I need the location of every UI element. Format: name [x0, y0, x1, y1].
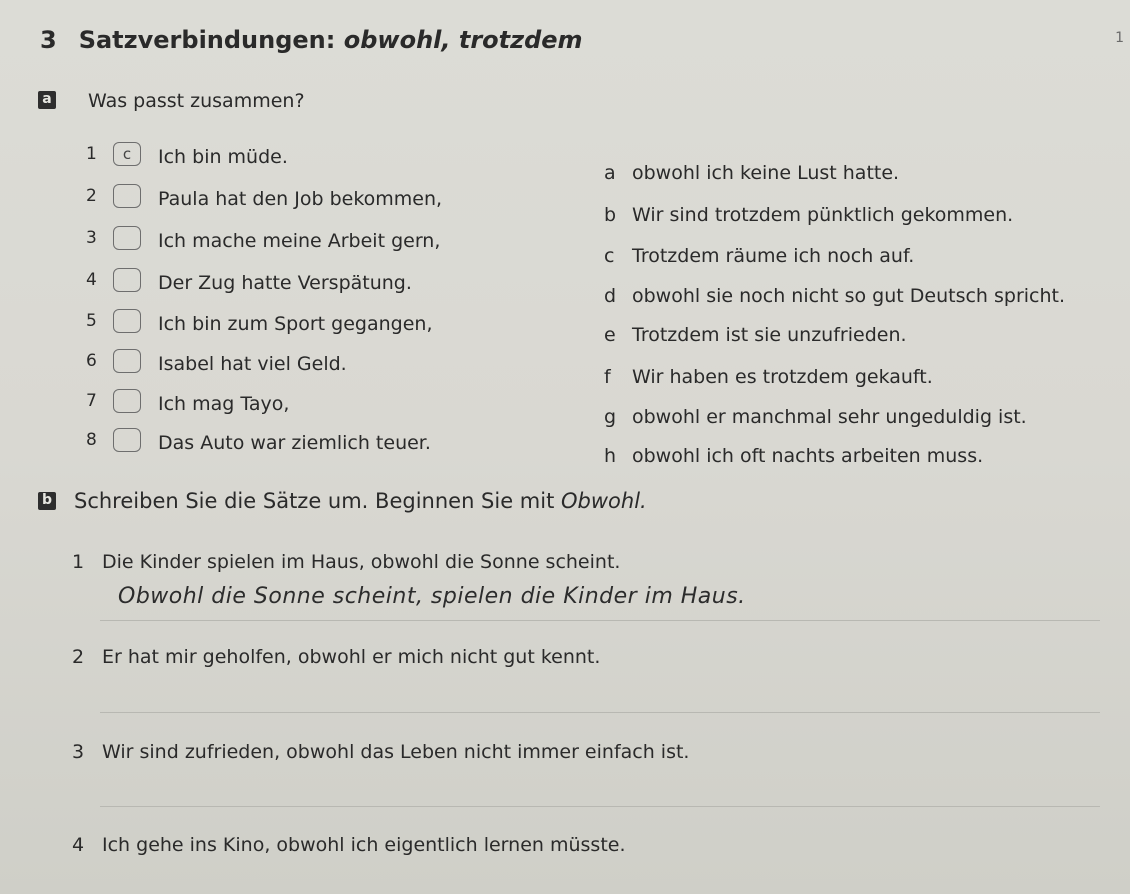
answer-box-7[interactable]	[113, 389, 141, 413]
answer-box-2[interactable]	[113, 184, 141, 208]
task-sentence	[72, 646, 600, 668]
right-item-letter: d	[604, 285, 617, 307]
task-sentence	[72, 551, 620, 573]
left-item-text: Das Auto war ziemlich teuer.	[158, 432, 431, 454]
task-sentence	[72, 834, 626, 856]
right-item-text: Trotzdem räume ich noch auf.	[632, 245, 915, 267]
part-b-instruction-emphasis: Obwohl.	[561, 489, 647, 513]
right-item-text: obwohl er manchmal sehr ungeduldig ist.	[632, 406, 1027, 428]
right-item-letter: h	[604, 445, 617, 467]
answer-box-1[interactable]: c	[113, 142, 141, 166]
task-number: 4	[72, 834, 85, 856]
section-title-prefix: Satzverbindungen:	[78, 26, 344, 54]
answer-line	[100, 620, 1100, 621]
left-item-text: Ich mag Tayo,	[158, 393, 290, 415]
left-item-number: 5	[86, 311, 97, 331]
right-item-letter: a	[604, 162, 616, 184]
answer-line[interactable]	[100, 806, 1100, 807]
right-item	[604, 324, 907, 346]
part-b-instruction	[74, 489, 647, 513]
left-item-text: Der Zug hatte Verspätung.	[158, 272, 412, 294]
left-item-number: 3	[86, 228, 97, 248]
left-item-number: 1	[86, 144, 97, 164]
left-item-text: Ich mache meine Arbeit gern,	[158, 230, 441, 252]
section-title	[40, 26, 583, 54]
page-corner-mark: 1	[1115, 30, 1124, 46]
task-text: Er hat mir geholfen, obwohl er mich nicht gut kennt.	[102, 646, 601, 668]
section-number: 3	[40, 26, 57, 54]
answer-box-5[interactable]	[113, 309, 141, 333]
left-item-number: 6	[86, 351, 97, 371]
part-a-instruction: Was passt zusammen?	[88, 90, 305, 112]
right-item	[604, 162, 899, 184]
answer-box-8[interactable]	[113, 428, 141, 452]
right-item-letter: f	[604, 366, 611, 388]
answer-box-4[interactable]	[113, 268, 141, 292]
task-number: 3	[72, 741, 85, 763]
right-item	[604, 204, 1013, 226]
handwritten-answer[interactable]: Obwohl die Sonne scheint, spielen die Kinder im Haus.	[118, 584, 746, 609]
answer-box-6[interactable]	[113, 349, 141, 373]
right-item-text: obwohl ich keine Lust hatte.	[632, 162, 900, 184]
left-item-number: 4	[86, 270, 97, 290]
right-item-letter: c	[604, 245, 615, 267]
part-b-instruction-prefix: Schreiben Sie die Sätze um. Beginnen Sie mit	[74, 489, 562, 513]
right-item	[604, 445, 983, 467]
right-item	[604, 406, 1027, 428]
task-number: 2	[72, 646, 85, 668]
right-item-text: Wir sind trotzdem pünktlich gekommen.	[632, 204, 1014, 226]
right-item-text: obwohl sie noch nicht so gut Deutsch spricht.	[632, 285, 1066, 307]
task-sentence	[72, 741, 689, 763]
right-item	[604, 245, 914, 267]
right-item-text: obwohl ich oft nachts arbeiten muss.	[632, 445, 984, 467]
right-item	[604, 366, 933, 388]
left-item-number: 7	[86, 391, 97, 411]
left-item-number: 2	[86, 186, 97, 206]
task-number: 1	[72, 551, 85, 573]
part-a-badge: a	[38, 91, 56, 109]
right-item-letter: b	[604, 204, 617, 226]
left-item-text: Ich bin müde.	[158, 146, 288, 168]
section-title-emphasis: obwohl, trotzdem	[343, 26, 583, 54]
left-item-text: Paula hat den Job bekommen,	[158, 188, 443, 210]
right-item-text: Wir haben es trotzdem gekauft.	[632, 366, 933, 388]
answer-line[interactable]	[100, 712, 1100, 713]
right-item-letter: e	[604, 324, 616, 346]
right-item-text: Trotzdem ist sie unzufrieden.	[632, 324, 907, 346]
answer-box-3[interactable]	[113, 226, 141, 250]
task-text: Wir sind zufrieden, obwohl das Leben nicht immer einfach ist.	[102, 741, 690, 763]
right-item	[604, 285, 1065, 307]
left-item-number: 8	[86, 430, 97, 450]
left-item-text: Isabel hat viel Geld.	[158, 353, 347, 375]
task-text: Die Kinder spielen im Haus, obwohl die Sonne scheint.	[102, 551, 621, 573]
task-text: Ich gehe ins Kino, obwohl ich eigentlich lernen müsste.	[102, 834, 626, 856]
left-item-text: Ich bin zum Sport gegangen,	[158, 313, 433, 335]
right-item-letter: g	[604, 406, 617, 428]
part-b-badge: b	[38, 492, 56, 510]
